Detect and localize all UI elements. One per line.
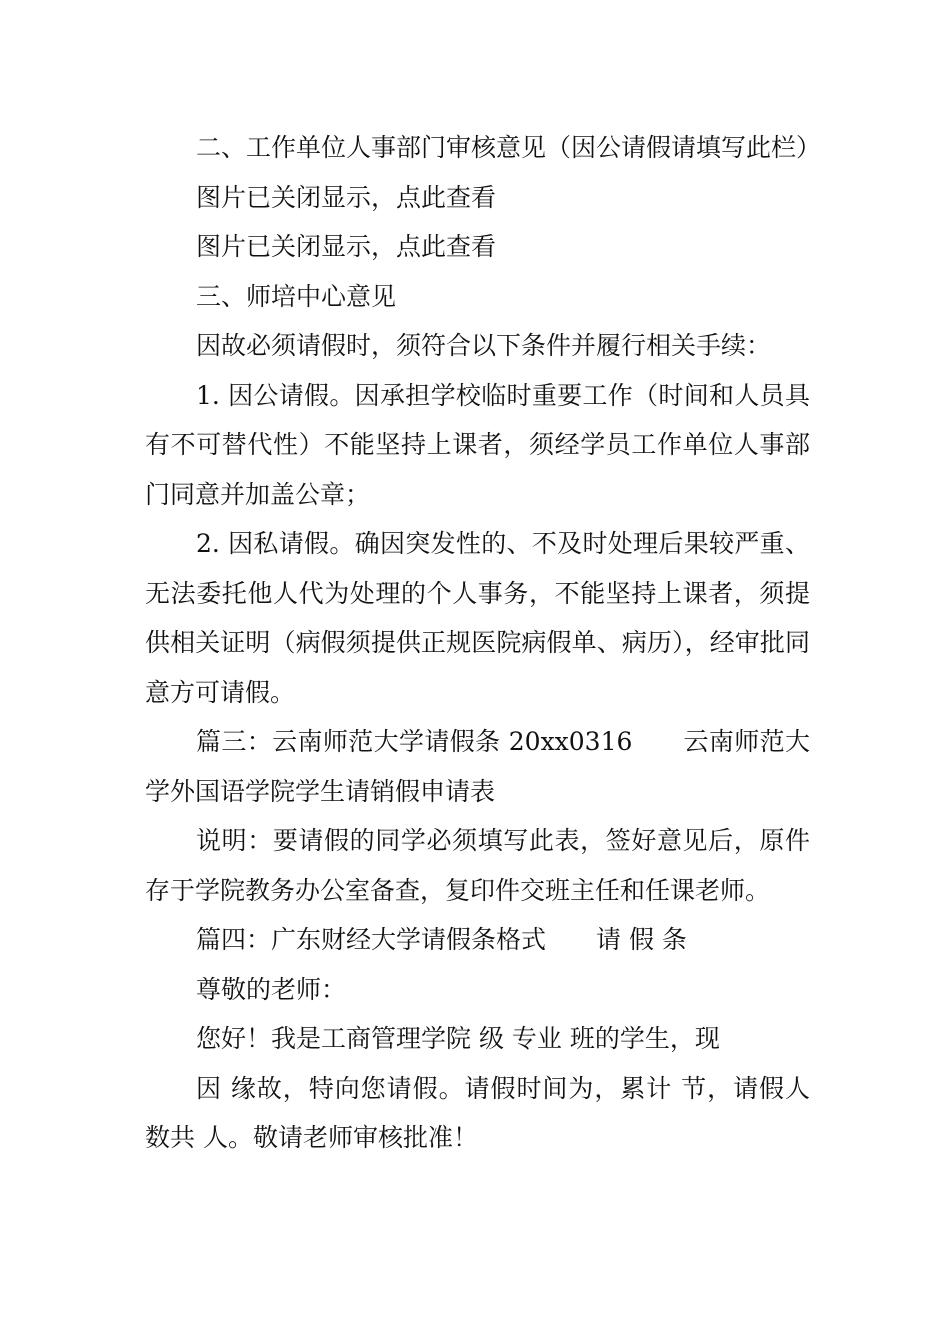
paragraph-part-four-title: 篇四：广东财经大学请假条格式 请 假 条 — [196, 925, 687, 954]
image-placeholder-link[interactable]: 图片已关闭显示，点此查看 — [196, 182, 497, 212]
paragraph-salutation: 尊敬的老师： — [196, 974, 347, 1004]
paragraph-greeting: 您好！我是工商管理学院 级 专业 班的学生，现 — [196, 1024, 720, 1053]
section-heading-training-center: 三、师培中心意见 — [196, 281, 397, 311]
paragraph-personal-leave: 2. 因私请假。确因突发性的、不及时处理后果较严重、无法委托他人代为处理的个人事务，不能坚持上课者，须提供相关证明（病假须提供正规医院病假单、病历），经审批同意方可请假。 — [145, 529, 810, 707]
paragraph-official-leave: 1. 因公请假。因承担学校临时重要工作（时间和人员具有不可替代性）不能坚持上课者，须经学员工作单位人事部门同意并加盖公章； — [145, 380, 810, 509]
image-placeholder-link[interactable]: 图片已关闭显示，点此查看 — [196, 232, 497, 261]
document-body — [145, 123, 822, 1163]
section-heading-unit-review: 二、工作单位人事部门审核意见（因公请假请填写此栏） — [196, 133, 822, 162]
paragraph-instructions: 说明：要请假的同学必须填写此表，签好意见后，原件存于学院教务办公室备查，复印件交班主任和任课老师。 — [145, 826, 810, 905]
paragraph-leave-request: 因 缘故，特向您请假。请假时间为，累计 节，请假人数共 人。敬请老师审核批准！ — [145, 1073, 810, 1152]
paragraph-leave-conditions: 因故必须请假时，须符合以下条件并履行相关手续： — [196, 331, 772, 360]
paragraph-part-three-title: 篇三：云南师范大学请假条 20xx0316 云南师范大学外国语学院学生请销假申请表 — [145, 727, 810, 806]
